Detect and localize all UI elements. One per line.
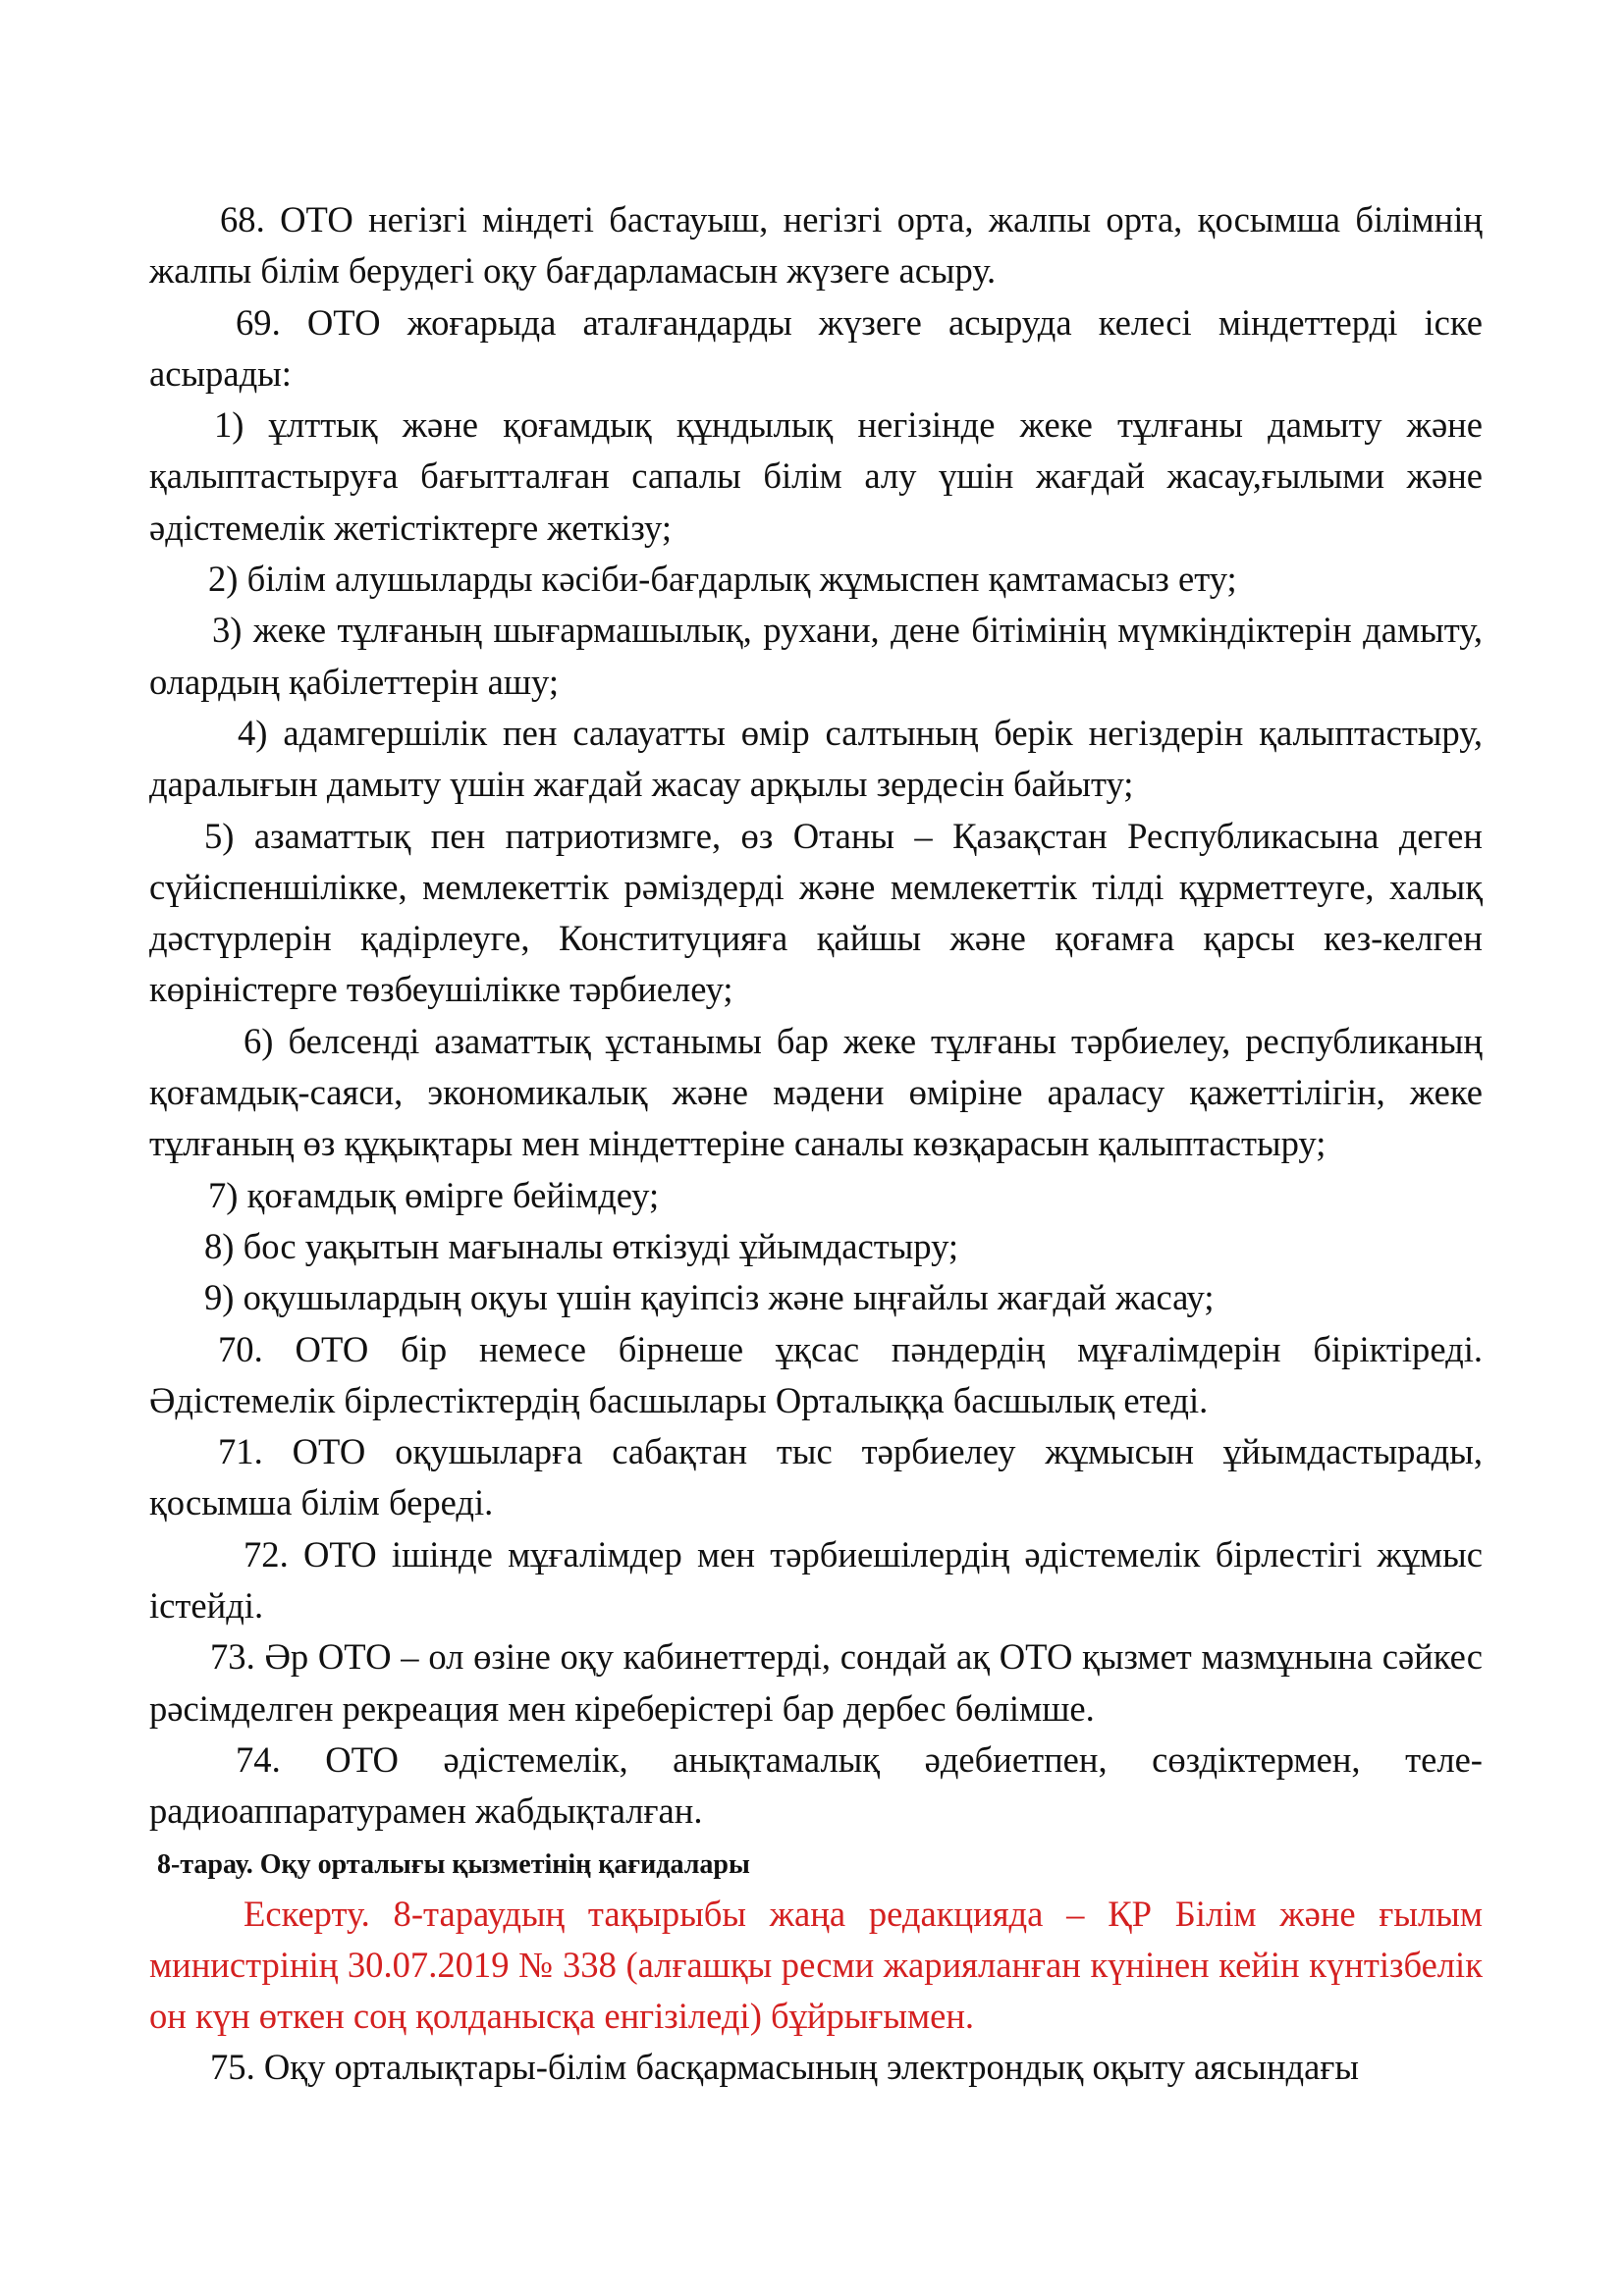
list-item-1: 1) ұлттық және қоғамдық құндылық негізінде жеке тұлғаны дамыту және қалыптастыруға бағытталған сапалы білім алу үшін жағдай жасау,ғылыми және әдістемелік жетістіктерге жеткізу; <box>149 404 1483 548</box>
list-item-2: 2) білім алушыларды кәсіби-бағдарлық жұмыспен қамтамасыз ету; <box>208 559 1237 600</box>
list-item-6: 6) белсенді азаматтық ұстанымы бар жеке тұлғаны тәрбиелеу, республиканың қоғамдық-саяси, экономикалық және мәдени өміріне араласу қажеттілігін, жеке тұлғаның өз құқықтары мен міндеттеріне саналы көзқарасын қалыптастыру; <box>149 1020 1483 1164</box>
editorial-note: Ескерту. 8-тараудың тақырыбы жаңа редакцияда – ҚР Білім және ғылым министрінің 30.07.2019 № 338 (алғашқы ресми жарияланған күнінен кейін күнтізбелік он күн өткен соң қолданысқа енгізіледі) бұйрығымен. <box>149 1893 1483 2037</box>
paragraph-71: 71. ОТО оқушыларға сабақтан тыс тәрбиелеу жұмысын ұйымдастырады, қосымша білім береді. <box>149 1431 1483 1523</box>
list-item-8: 8) бос уақытын мағыналы өткізуді ұйымдастыру; <box>204 1225 959 1266</box>
paragraph-75: 75. Оқу орталықтары-білім басқармасының электрондық оқыту аясындағы <box>210 2047 1359 2088</box>
section-heading: 8-тарау. Оқу орталығы қызметінің қағидалары <box>157 1848 750 1880</box>
paragraph-70: 70. ОТО бір немесе бірнеше ұқсас пәндердің мұғалімдерін біріктіреді. Әдістемелік бірлестіктердің басшылары Орталыққа басшылық етеді. <box>149 1328 1483 1420</box>
paragraph-68: 68. ОТО негізгі міндеті бастауыш, негізгі орта, жалпы орта, қосымша білімнің жалпы білім берудегі оқу бағдарламасын жүзеге асыру. <box>149 199 1483 292</box>
list-item-7: 7) қоғамдық өмірге бейімдеу; <box>208 1174 660 1215</box>
paragraph-73: 73. Әр ОТО – ол өзіне оқу кабинеттерді, сондай ақ ОТО қызмет мазмұнына сәйкес рәсімделген рекреация мен кіреберістері бар дербес бөлімше. <box>149 1636 1483 1729</box>
paragraph-69: 69. ОТО жоғарыда аталғандарды жүзеге асыруда келесі міндеттерді іске асырады: <box>149 301 1483 394</box>
list-item-5: 5) азаматтық пен патриотизмге, өз Отаны – Қазақстан Республикасына деген сүйіспеншілікке, мемлекеттік рәміздерді және мемлекеттік тілді құрметтеуге, халық дәстүрлерін қадірлеуге, Конституцияға қайшы және қоғамға қарсы кез-келген көріністерге төзбеушілікке тәрбиелеу; <box>149 815 1483 1010</box>
paragraph-74: 74. ОТО әдістемелік, анықтамалық әдебиетпен, сөздіктермен, теле-радиоаппаратурамен жабдықталған. <box>149 1738 1483 1832</box>
list-item-4: 4) адамгершілік пен салауатты өмір салтының берік негіздерін қалыптастыру, даралығын дамыту үшін жағдай жасау арқылы зердесін байыту; <box>149 712 1483 805</box>
list-item-9: 9) оқушылардың оқуы үшін қауіпсіз және ыңғайлы жағдай жасау; <box>204 1277 1215 1318</box>
list-item-3: 3) жеке тұлғаның шығармашылық, рухани, дене бітімінің мүмкіндіктерін дамыту, олардың қабілеттерін ашу; <box>149 610 1483 702</box>
paragraph-72: 72. ОТО ішінде мұғалімдер мен тәрбиешілердің әдістемелік бірлестігі жұмыс істейді. <box>149 1533 1483 1627</box>
document-body <box>149 194 1483 2094</box>
